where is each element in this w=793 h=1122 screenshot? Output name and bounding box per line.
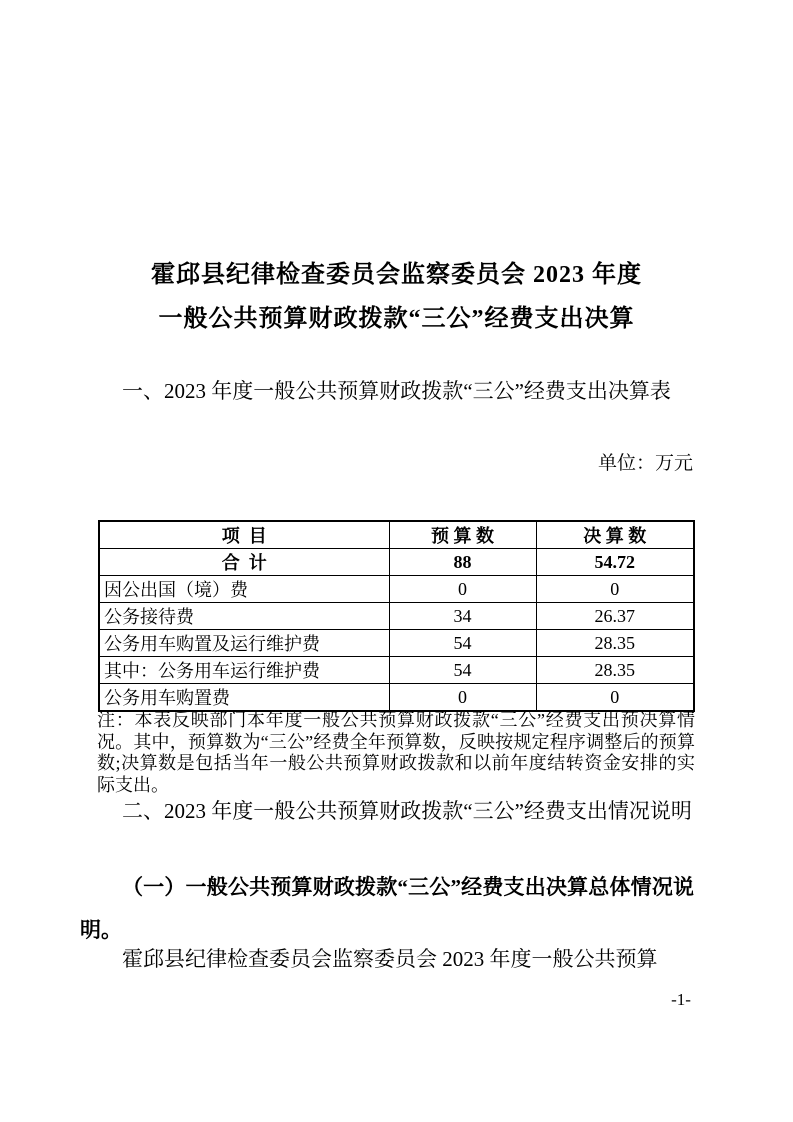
cell-budget-vehicle-purchase: 0 [389, 684, 536, 712]
cell-item-total: 合 计 [99, 549, 389, 576]
cell-final-vehicle-total: 28.35 [536, 630, 694, 657]
table-row-total [99, 549, 694, 576]
cell-item-abroad: 因公出国（境）费 [99, 576, 389, 603]
document-title-line2: 一般公共预算财政拨款“三公”经费支出决算 [158, 306, 635, 332]
unit-label: 单位：万元 [597, 453, 693, 474]
section1-heading: 一、2023 年度一般公共预算财政拨款“三公”经费支出决算表 [122, 379, 671, 403]
cell-final-vehicle-operation: 28.35 [536, 657, 694, 684]
budget-table [98, 520, 695, 712]
cell-final-abroad: 0 [536, 576, 694, 603]
cell-budget-total: 88 [389, 549, 536, 576]
cell-final-vehicle-purchase: 0 [536, 684, 694, 712]
cell-budget-reception: 34 [389, 603, 536, 630]
section2-heading: 二、2023 年度一般公共预算财政拨款“三公”经费支出情况说明 [122, 799, 692, 823]
page-number: -1- [671, 990, 691, 1009]
cell-item-reception: 公务接待费 [99, 603, 389, 630]
cell-budget-abroad: 0 [389, 576, 536, 603]
table-row-abroad [99, 576, 694, 603]
body-paragraph: 霍邱县纪律检查委员会监察委员会 2023 年度一般公共预算 [122, 947, 658, 971]
table-row-vehicle-operation [99, 657, 694, 684]
table-note: 注：本表反映部门本年度一般公共预算财政拨款“三公”经费支出预决算情况。其中，预算数为“三公”经费全年预算数，反映按规定程序调整后的预算数;决算数是包括当年一般公共预算财政拨款和以前年度结转资金安排的实际支出。 [97, 710, 695, 795]
cell-final-reception: 26.37 [536, 603, 694, 630]
column-header-budget: 预 算 数 [389, 521, 536, 549]
section2-subheading: （一）一般公共预算财政拨款“三公”经费支出决算总体情况说明。 [80, 875, 694, 942]
table-header-row [99, 521, 694, 549]
cell-item-vehicle-purchase: 公务用车购置费 [99, 684, 389, 712]
document-title [0, 253, 793, 341]
document-title-line1: 霍邱县纪律检查委员会监察委员会 2023 年度 [151, 262, 642, 288]
cell-item-vehicle-total: 公务用车购置及运行维护费 [99, 630, 389, 657]
column-header-item: 项 目 [99, 521, 389, 549]
table-row-vehicle-total [99, 630, 694, 657]
cell-final-total: 54.72 [536, 549, 694, 576]
table-row-reception [99, 603, 694, 630]
cell-item-vehicle-operation: 其中：公务用车运行维护费 [99, 657, 389, 684]
cell-budget-vehicle-operation: 54 [389, 657, 536, 684]
column-header-final: 决 算 数 [536, 521, 694, 549]
table-row-vehicle-purchase [99, 684, 694, 712]
cell-budget-vehicle-total: 54 [389, 630, 536, 657]
